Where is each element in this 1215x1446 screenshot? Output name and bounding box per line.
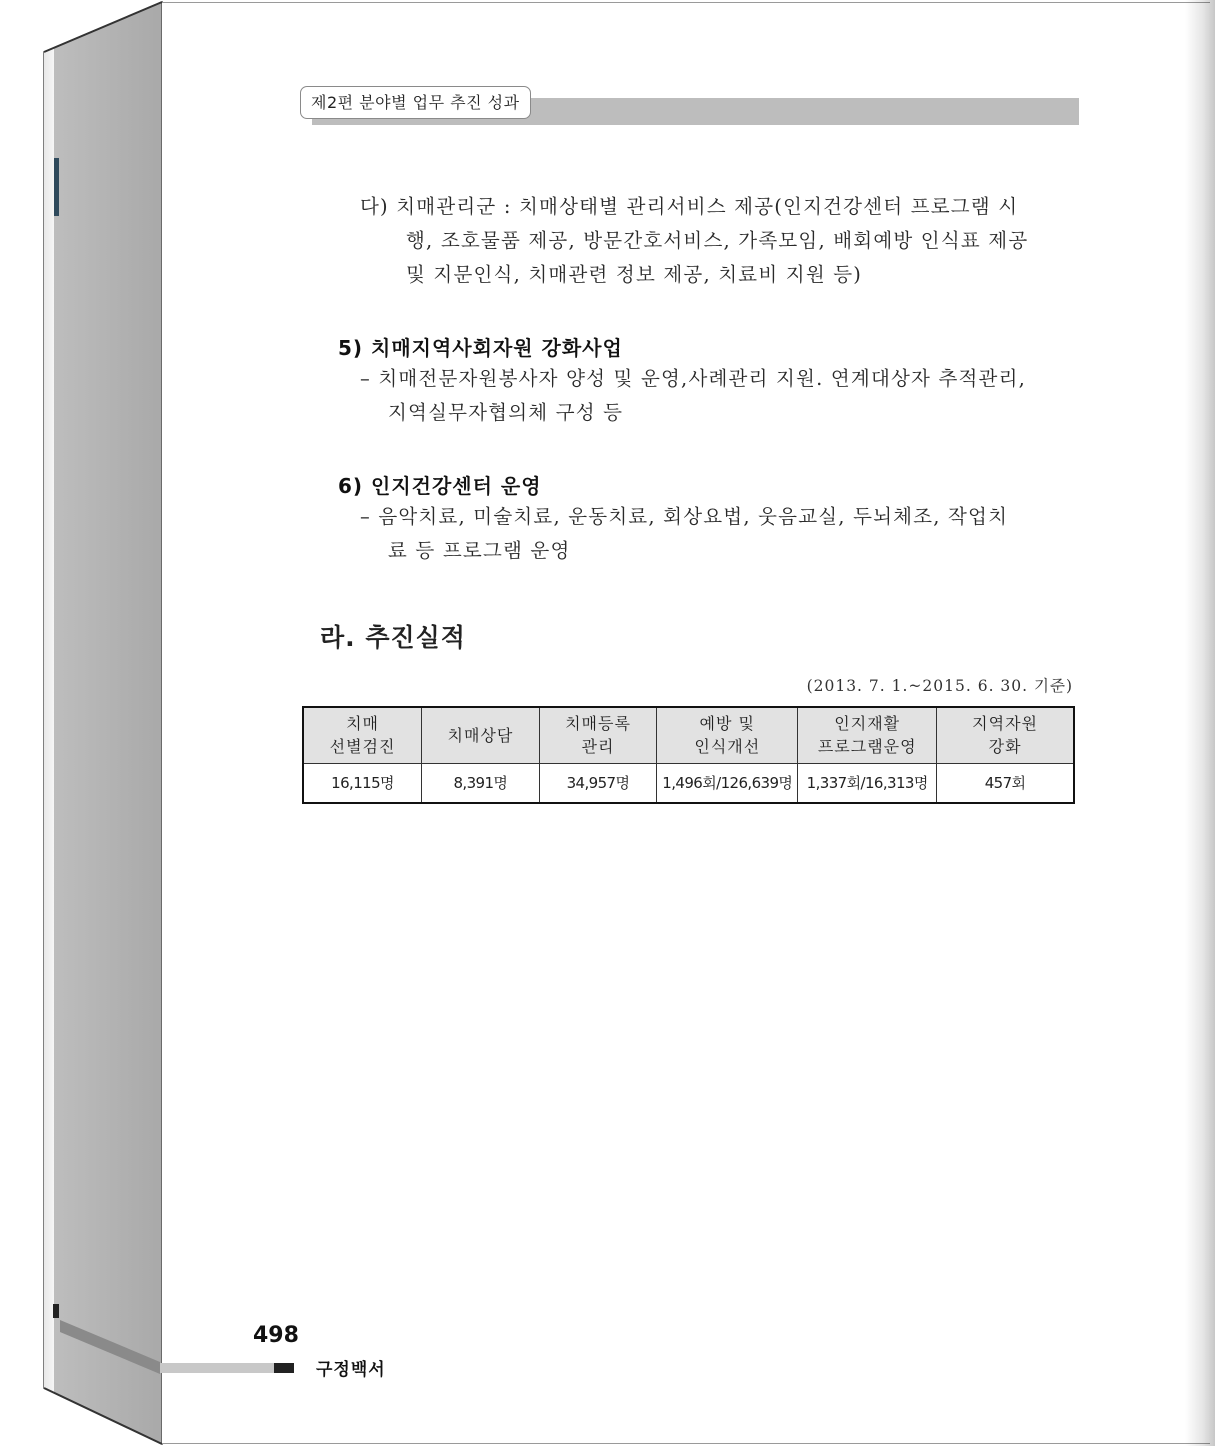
column-header: 치매 선별검진 <box>303 707 422 763</box>
item-da-line-1: 다) 치매관리군 : 치매상태별 관리서비스 제공(인지건강센터 프로그램 시 <box>360 195 1019 218</box>
footer-bar <box>160 1363 274 1373</box>
table-cell: 1,337회/16,313명 <box>798 763 937 803</box>
table-cell: 1,496회/126,639명 <box>657 763 798 803</box>
table-cell: 34,957명 <box>539 763 657 803</box>
item-5-heading: 5) 치매지역사회자원 강화사업 <box>338 336 623 360</box>
results-table <box>302 706 1075 804</box>
table-header-row <box>303 707 1074 763</box>
section-header-label: 제2편 분야별 업무 추진 성과 <box>300 86 531 119</box>
item-6-line-1: – 음악치료, 미술치료, 운동치료, 회상요법, 웃음교실, 두뇌체조, 작업치 <box>360 505 1009 528</box>
table-row <box>303 763 1074 803</box>
table-cell: 457회 <box>937 763 1074 803</box>
book-title: 구정백서 <box>316 1360 386 1380</box>
column-header: 예방 및 인식개선 <box>657 707 798 763</box>
column-header: 인지재활 프로그램운영 <box>798 707 937 763</box>
item-6-line-2: 료 등 프로그램 운영 <box>388 539 571 562</box>
item-6-heading: 6) 인지건강센터 운영 <box>338 474 542 498</box>
item-5-line-2: 지역실무자협의체 구성 등 <box>388 401 624 424</box>
page-number: 498 <box>253 1323 299 1348</box>
table-cell: 16,115명 <box>303 763 422 803</box>
period-note: (2013. 7. 1.~2015. 6. 30. 기준) <box>806 677 1073 695</box>
item-5-line-1: – 치매전문자원봉사자 양성 및 운영,사례관리 지원. 연계대상자 추적관리, <box>360 367 1027 390</box>
column-header: 치매상담 <box>422 707 540 763</box>
item-da-line-2: 행, 조호물품 제공, 방문간호서비스, 가족모임, 배회예방 인식표 제공 <box>406 229 1029 252</box>
item-da-line-3: 및 지문인식, 치매관련 정보 제공, 치료비 지원 등) <box>406 263 863 286</box>
section-title: 라. 추진실적 <box>320 623 466 652</box>
footer-bar-marker <box>274 1363 294 1373</box>
page-edge-shadow <box>1185 0 1215 1446</box>
table-cell: 8,391명 <box>422 763 540 803</box>
column-header: 치매등록 관리 <box>539 707 657 763</box>
column-header: 지역자원 강화 <box>937 707 1074 763</box>
